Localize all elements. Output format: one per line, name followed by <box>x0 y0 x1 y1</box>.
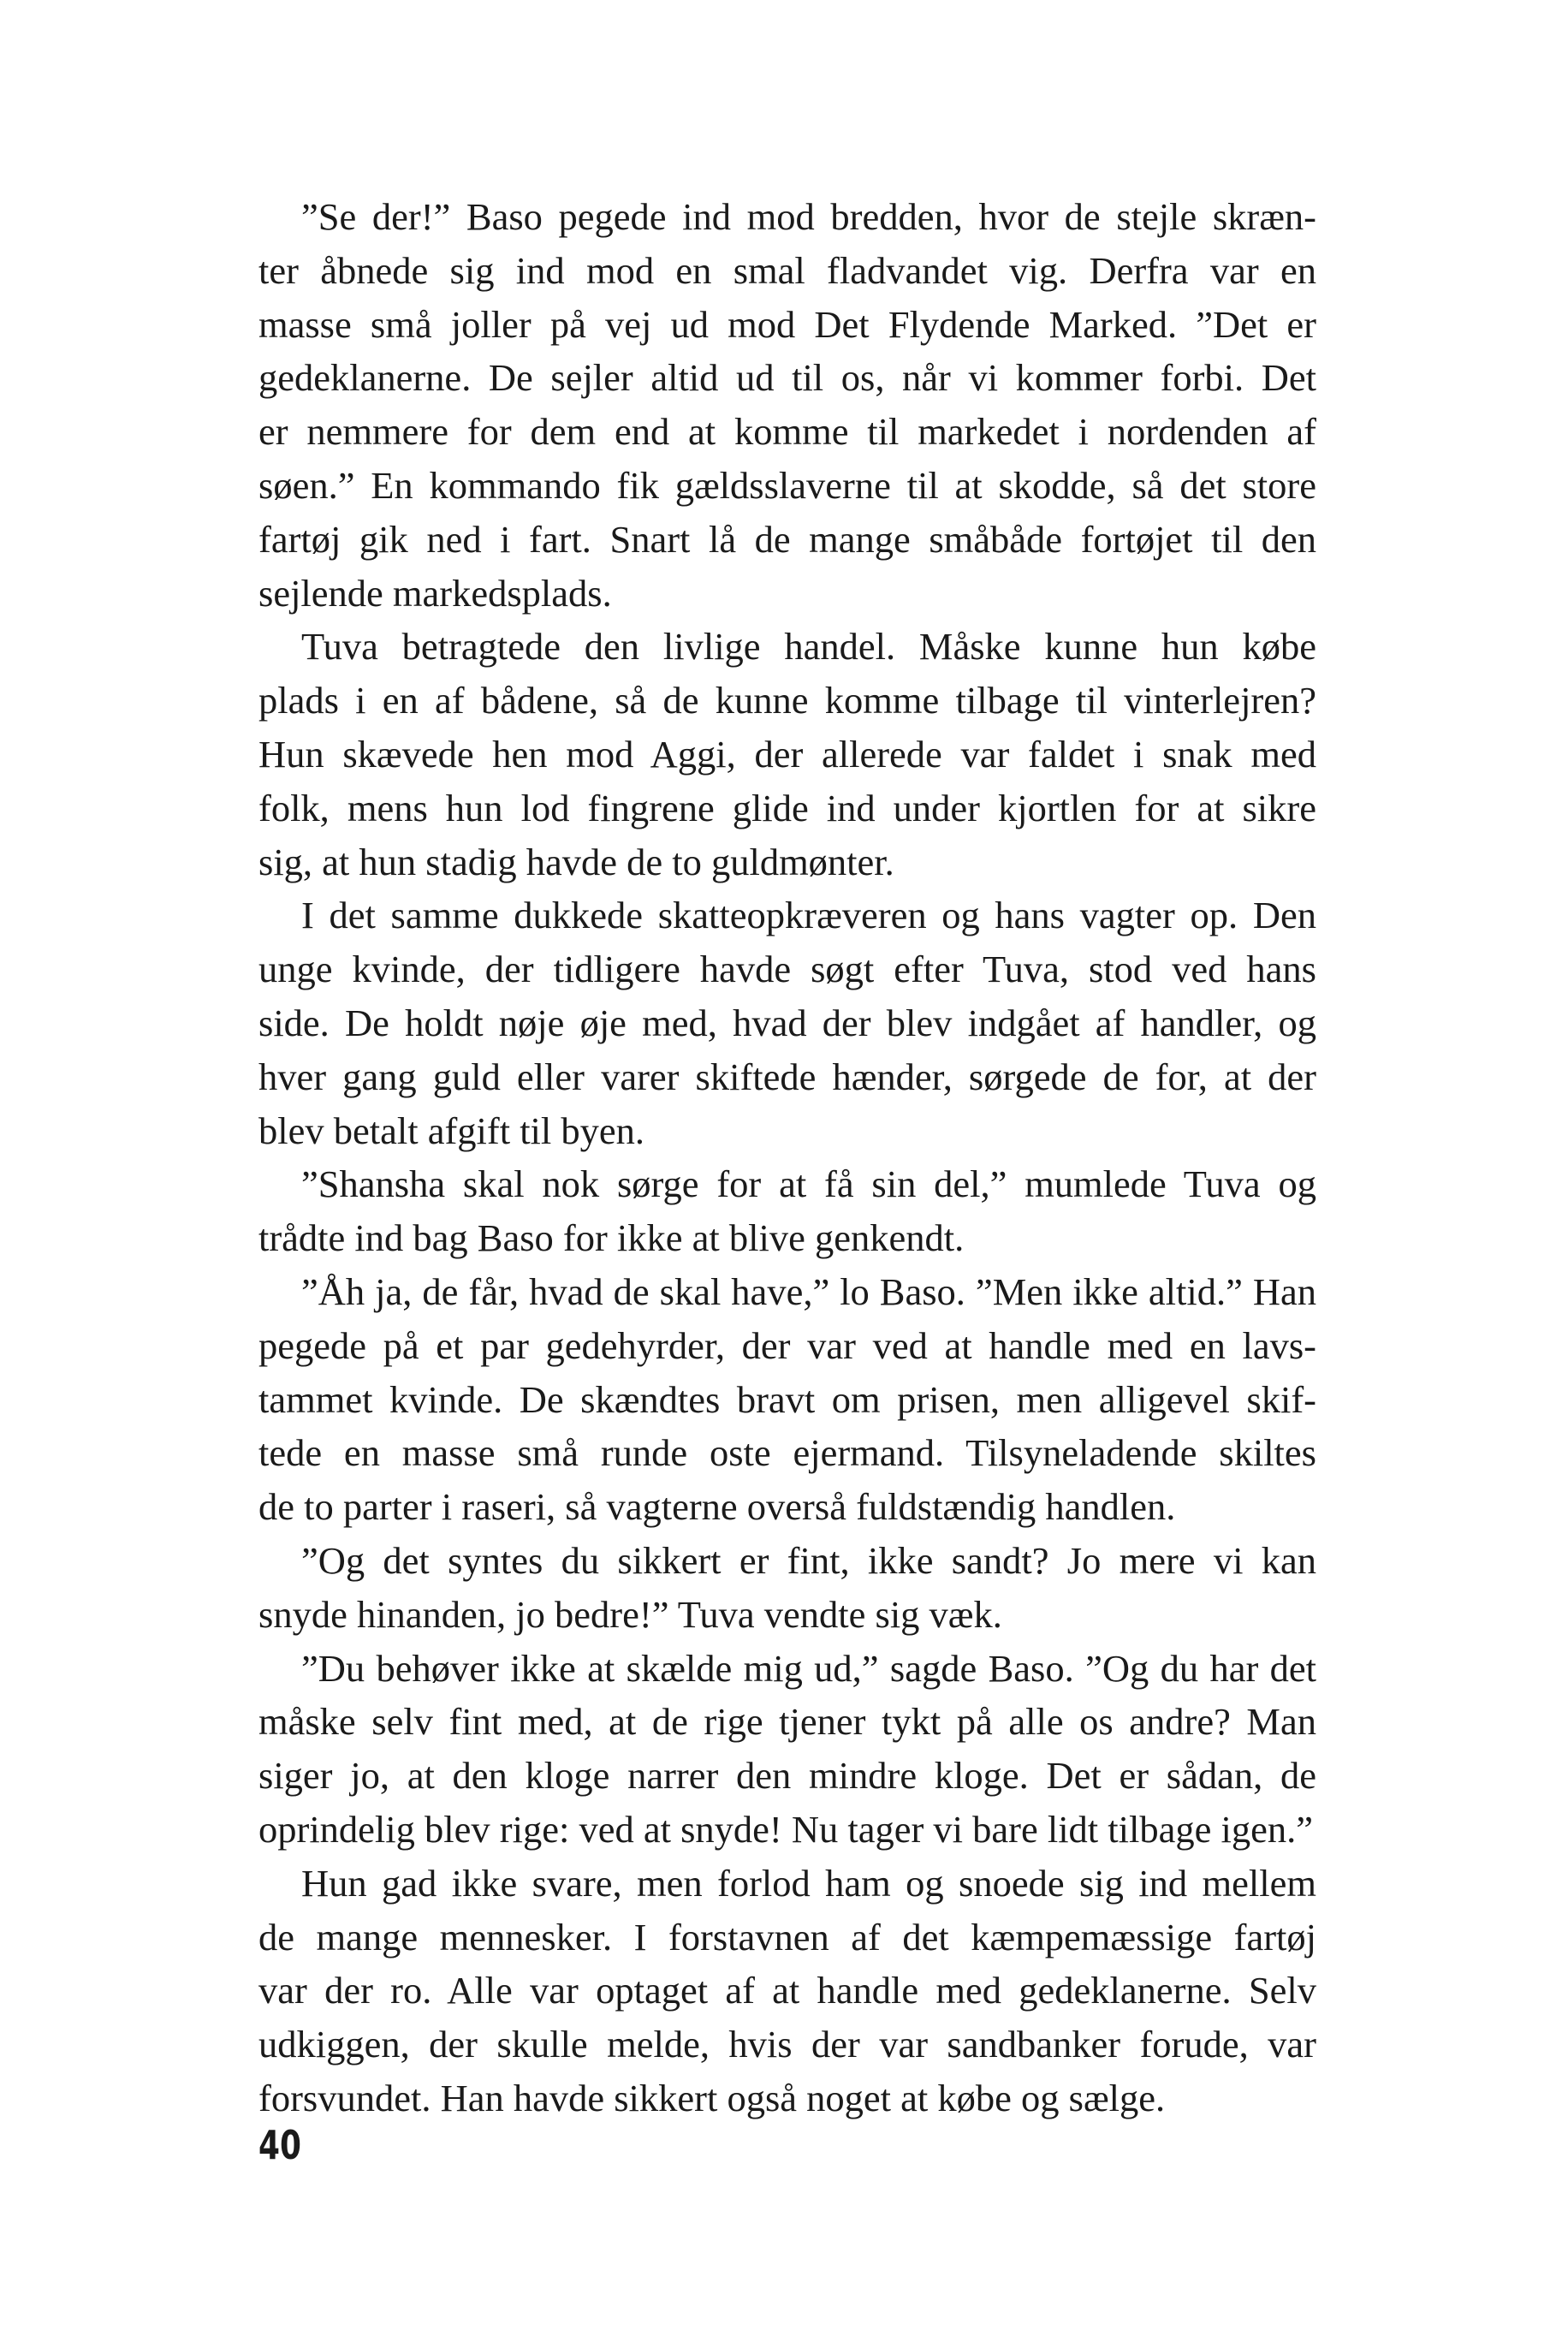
text-line: masse små joller på vej ud mod Det Flydende Marked. ”Det er <box>258 302 1316 346</box>
text-line: søen.” En kommando fik gældsslaverne til at skodde, så det store <box>258 463 1316 507</box>
text-line: oprindelig blev rige: ved at snyde! Nu tager vi bare lidt tilbage igen.” <box>258 1807 1314 1851</box>
text-line: var der ro. Alle var optaget af at handle med gedeklanerne. Selv <box>258 1969 1316 2012</box>
text-line: fartøj gik ned i fart. Snart lå de mange småbåde fortøjet til den <box>258 517 1316 561</box>
text-line: unge kvinde, der tidligere havde søgt efter Tuva, stod ved hans <box>258 948 1316 991</box>
text-line: er nemmere for dem end at komme til markedet i nordenden af <box>258 410 1316 454</box>
text-line: gedeklanerne. De sejler altid ud til os, når vi kommer forbi. Det <box>258 356 1316 400</box>
text-line: sejlende markedsplads. <box>258 571 612 615</box>
paragraph <box>258 190 1316 620</box>
text-line: ”Du behøver ikke at skælde mig ud,” sagde Baso. ”Og du har det <box>301 1646 1316 1690</box>
text-line: ”Shansha skal nok sørge for at få sin del,” mumlede Tuva og <box>301 1162 1316 1206</box>
paragraph <box>258 1857 1316 2125</box>
text-line: tammet kvinde. De skændtes bravt om prisen, men alligevel skif- <box>258 1377 1316 1421</box>
text-line: sig, at hun stadig havde de to guldmønter. <box>258 840 894 883</box>
body-text <box>258 190 1316 2125</box>
text-line: siger jo, at den kloge narrer den mindre kloge. Det er sådan, de <box>258 1754 1316 1798</box>
paragraph <box>258 889 1316 1157</box>
text-line: side. De holdt nøje øje med, hvad der blev indgået af handler, og <box>258 1001 1316 1044</box>
text-line: ”Åh ja, de får, hvad de skal have,” lo Baso. ”Men ikke altid.” Han <box>301 1269 1316 1313</box>
paragraph <box>258 1642 1316 1857</box>
text-line: ter åbnede sig ind mod en smal fladvandet vig. Derfra var en <box>258 248 1316 292</box>
text-line: pegede på et par gedehyrder, der var ved at handle med en lavs- <box>258 1323 1316 1367</box>
text-line: Hun gad ikke svare, men forlod ham og snoede sig ind mellem <box>301 1861 1316 1905</box>
paragraph <box>258 620 1316 889</box>
text-line: plads i en af bådene, så de kunne komme tilbage til vinterlejren? <box>258 679 1316 722</box>
text-line: ”Se der!” Baso pegede ind mod bredden, hvor de stejle skræn- <box>301 195 1316 238</box>
text-line: trådte ind bag Baso for ikke at blive genkendt. <box>258 1216 965 1260</box>
paragraph <box>258 1157 1316 1265</box>
text-line: I det samme dukkede skatteopkræveren og hans vagter op. Den <box>301 894 1316 937</box>
text-line: tede en masse små runde oste ejermand. Tilsyneladende skiltes <box>258 1431 1316 1475</box>
text-line: måske selv fint med, at de rige tjener tykt på alle os andre? Man <box>258 1700 1316 1744</box>
text-line: de to parter i raseri, så vagterne overså fuldstændig handlen. <box>258 1485 1176 1529</box>
text-line: udkiggen, der skulle melde, hvis der var sandbanker forude, var <box>258 2023 1316 2066</box>
page-number: 40 <box>258 2122 301 2168</box>
text-line: hver gang guld eller varer skiftede hænder, sørgede de for, at der <box>258 1055 1316 1098</box>
text-line: de mange mennesker. I forstavnen af det kæmpemæssige fartøj <box>258 1915 1316 1959</box>
text-line: Hun skævede hen mod Aggi, der allerede var faldet i snak med <box>258 732 1316 776</box>
text-line: ”Og det syntes du sikkert er fint, ikke sandt? Jo mere vi kan <box>301 1538 1316 1582</box>
text-line: Tuva betragtede den livlige handel. Måske kunne hun købe <box>301 625 1316 669</box>
text-line: blev betalt afgift til byen. <box>258 1109 645 1152</box>
paragraph <box>258 1534 1316 1642</box>
text-line: snyde hinanden, jo bedre!” Tuva vendte sig væk. <box>258 1592 1002 1636</box>
text-line: folk, mens hun lod fingrene glide ind under kjortlen for at sikre <box>258 786 1316 829</box>
paragraph <box>258 1265 1316 1534</box>
text-line: forsvundet. Han havde sikkert også noget at købe og sælge. <box>258 2076 1166 2119</box>
